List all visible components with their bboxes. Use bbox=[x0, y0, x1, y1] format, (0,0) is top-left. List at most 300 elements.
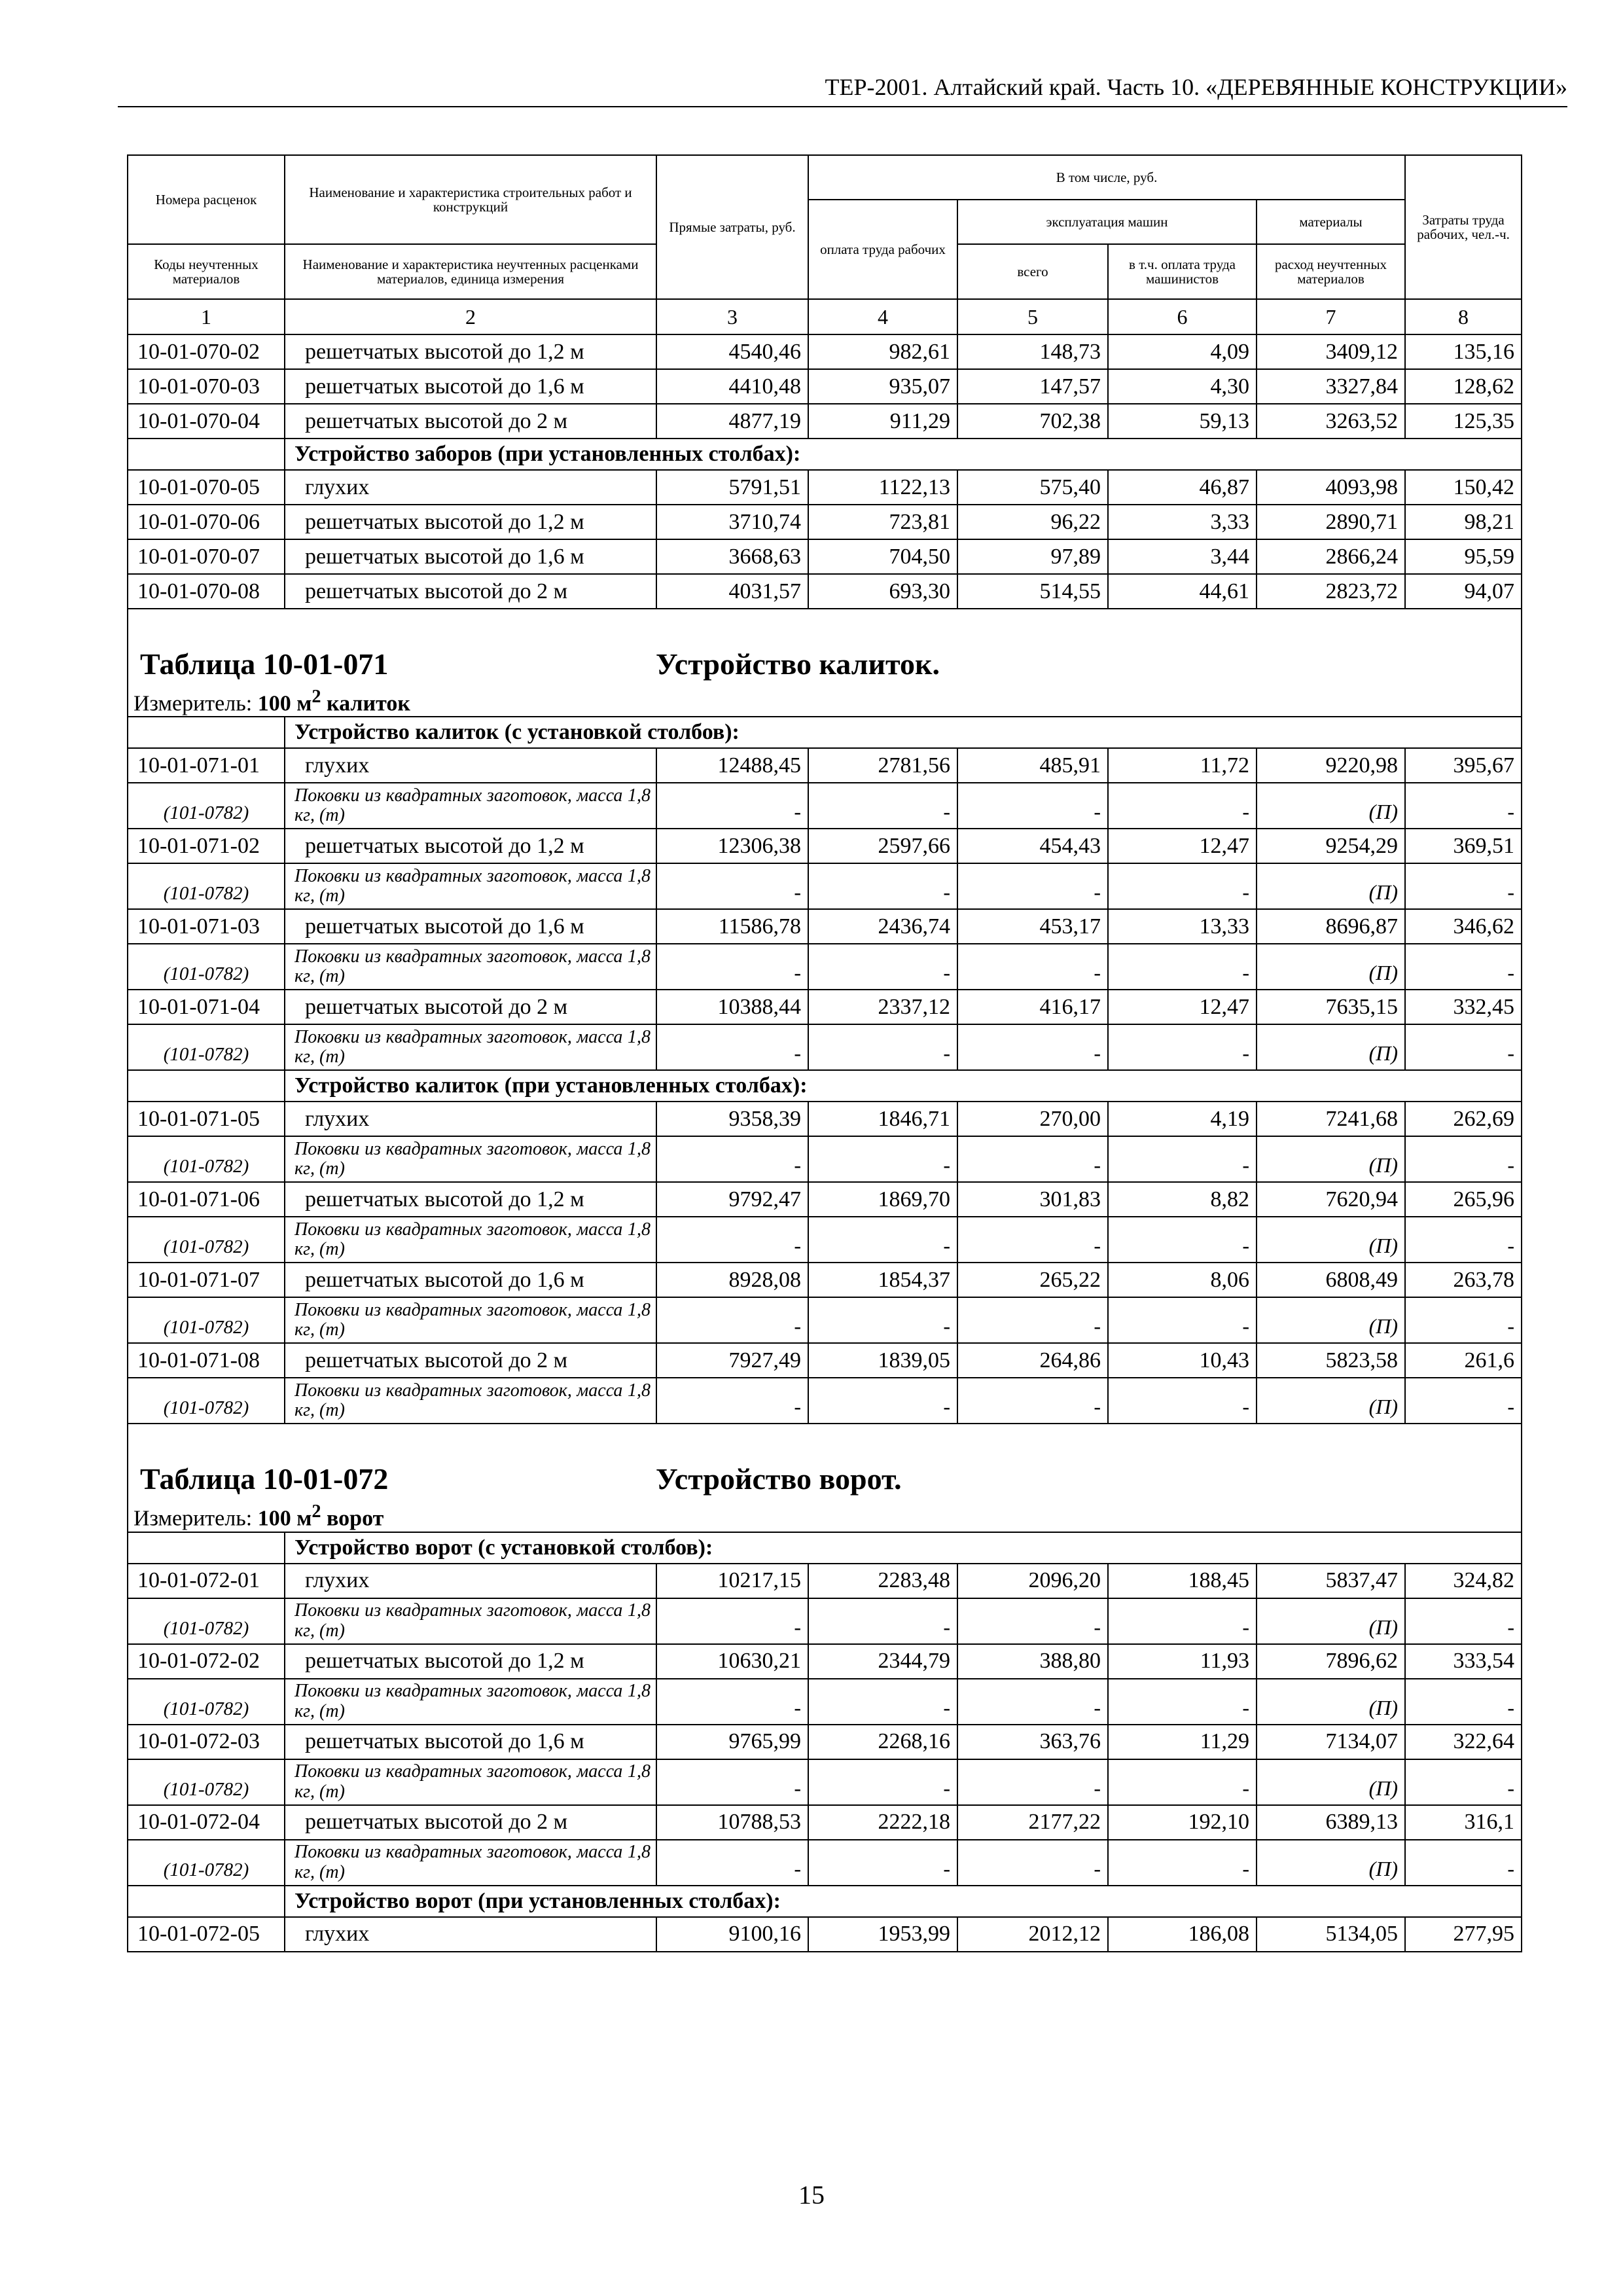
column-number: 8 bbox=[1405, 299, 1522, 334]
value-cell: 5791,51 bbox=[656, 470, 808, 505]
material-value-cell: - bbox=[1405, 944, 1522, 990]
rate-code: 10-01-071-01 bbox=[128, 748, 285, 783]
value-cell: 7635,15 bbox=[1257, 990, 1405, 1024]
material-code: (101-0782) bbox=[128, 1840, 285, 1886]
material-name: Поковки из квадратных заготовок, масса 1,8 кг, (т) bbox=[285, 783, 656, 829]
table-title-cell bbox=[128, 609, 1522, 687]
value-cell: 6808,49 bbox=[1257, 1263, 1405, 1297]
value-cell: 2283,48 bbox=[808, 1564, 957, 1598]
value-cell: 3,44 bbox=[1108, 539, 1257, 574]
material-value-cell: - bbox=[656, 1297, 808, 1343]
material-value-cell: - bbox=[957, 1024, 1108, 1070]
material-value-cell: (П) bbox=[1257, 1598, 1405, 1644]
header-material-codes: Коды неучтенных материалов bbox=[128, 244, 285, 299]
material-value-cell: - bbox=[1405, 783, 1522, 829]
value-cell: 270,00 bbox=[957, 1102, 1108, 1136]
value-cell: 12306,38 bbox=[656, 829, 808, 863]
value-cell: 8,06 bbox=[1108, 1263, 1257, 1297]
value-cell: 363,76 bbox=[957, 1725, 1108, 1759]
material-value-cell: - bbox=[656, 1136, 808, 1182]
value-cell: 723,81 bbox=[808, 505, 957, 539]
material-name: Поковки из квадратных заготовок, масса 1,8 кг, (т) bbox=[285, 1136, 656, 1182]
column-number: 5 bbox=[957, 299, 1108, 334]
value-cell: 1839,05 bbox=[808, 1343, 957, 1378]
material-value-cell: - bbox=[808, 1217, 957, 1263]
material-row bbox=[128, 863, 1522, 909]
table-number: Таблица 10-01-071 bbox=[140, 647, 389, 681]
material-value-cell: - bbox=[1405, 1378, 1522, 1424]
value-cell: 7927,49 bbox=[656, 1343, 808, 1378]
value-cell: 98,21 bbox=[1405, 505, 1522, 539]
section-label: Устройство заборов (при установленных столбах): bbox=[285, 439, 1522, 470]
material-row bbox=[128, 1759, 1522, 1805]
value-cell: 2222,18 bbox=[808, 1805, 957, 1840]
rate-code: 10-01-070-04 bbox=[128, 404, 285, 439]
rate-row bbox=[128, 1102, 1522, 1136]
material-code: (101-0782) bbox=[128, 1598, 285, 1644]
value-cell: 3668,63 bbox=[656, 539, 808, 574]
work-name: глухих bbox=[285, 748, 656, 783]
material-name: Поковки из квадратных заготовок, масса 1,8 кг, (т) bbox=[285, 1024, 656, 1070]
material-value-cell: (П) bbox=[1257, 1378, 1405, 1424]
material-value-cell: - bbox=[656, 1598, 808, 1644]
measure-unit-exponent: 2 bbox=[312, 687, 321, 707]
material-value-cell: - bbox=[808, 1378, 957, 1424]
measure-row bbox=[128, 687, 1522, 717]
rate-row bbox=[128, 470, 1522, 505]
value-cell: 2781,56 bbox=[808, 748, 957, 783]
material-value-cell: - bbox=[1108, 1598, 1257, 1644]
value-cell: 454,43 bbox=[957, 829, 1108, 863]
section-row bbox=[128, 1070, 1522, 1102]
table-header-row-1 bbox=[128, 155, 1522, 200]
material-value-cell: - bbox=[808, 1297, 957, 1343]
value-cell: 7620,94 bbox=[1257, 1182, 1405, 1217]
material-name: Поковки из квадратных заготовок, масса 1,8 кг, (т) bbox=[285, 1378, 656, 1424]
material-value-cell: (П) bbox=[1257, 783, 1405, 829]
header-materials-use: расход неучтенных материалов bbox=[1257, 244, 1405, 299]
section-row bbox=[128, 1532, 1522, 1564]
header-direct-costs: Прямые затраты, руб. bbox=[656, 155, 808, 299]
material-value-cell: - bbox=[957, 944, 1108, 990]
rate-code: 10-01-070-02 bbox=[128, 334, 285, 369]
material-value-cell: - bbox=[656, 944, 808, 990]
value-cell: 485,91 bbox=[957, 748, 1108, 783]
value-cell: 6389,13 bbox=[1257, 1805, 1405, 1840]
value-cell: 4410,48 bbox=[656, 369, 808, 404]
value-cell: 704,50 bbox=[808, 539, 957, 574]
material-value-cell: - bbox=[656, 1378, 808, 1424]
material-value-cell: - bbox=[957, 1840, 1108, 1886]
value-cell: 8,82 bbox=[1108, 1182, 1257, 1217]
work-name: глухих bbox=[285, 470, 656, 505]
value-cell: 12,47 bbox=[1108, 829, 1257, 863]
section-spacer bbox=[128, 1532, 285, 1564]
section-label: Устройство ворот (с установкой столбов): bbox=[285, 1532, 1522, 1564]
value-cell: 9358,39 bbox=[656, 1102, 808, 1136]
material-value-cell: - bbox=[808, 1679, 957, 1725]
header-work-name: Наименование и характеристика строительных работ и конструкций bbox=[285, 155, 656, 244]
section-label: Устройство ворот (при установленных столбах): bbox=[285, 1886, 1522, 1917]
material-value-cell: - bbox=[656, 783, 808, 829]
value-cell: 148,73 bbox=[957, 334, 1108, 369]
value-cell: 911,29 bbox=[808, 404, 957, 439]
value-cell: 2012,12 bbox=[957, 1917, 1108, 1952]
table-title-cell bbox=[128, 1424, 1522, 1501]
value-cell: 9254,29 bbox=[1257, 829, 1405, 863]
value-cell: 4031,57 bbox=[656, 574, 808, 609]
material-code: (101-0782) bbox=[128, 1297, 285, 1343]
material-name: Поковки из квадратных заготовок, масса 1,8 кг, (т) bbox=[285, 863, 656, 909]
rate-code: 10-01-071-03 bbox=[128, 909, 285, 944]
value-cell: 277,95 bbox=[1405, 1917, 1522, 1952]
material-value-cell: (П) bbox=[1257, 1024, 1405, 1070]
material-value-cell: - bbox=[1108, 863, 1257, 909]
material-name: Поковки из квадратных заготовок, масса 1,8 кг, (т) bbox=[285, 1679, 656, 1725]
header-including: В том числе, руб. bbox=[808, 155, 1405, 200]
rates-table bbox=[127, 154, 1522, 1952]
material-code: (101-0782) bbox=[128, 1217, 285, 1263]
material-value-cell: - bbox=[1108, 944, 1257, 990]
material-code: (101-0782) bbox=[128, 1679, 285, 1725]
value-cell: 9765,99 bbox=[656, 1725, 808, 1759]
material-value-cell: - bbox=[1405, 1759, 1522, 1805]
table-body bbox=[128, 155, 1522, 1952]
material-value-cell: - bbox=[957, 1598, 1108, 1644]
value-cell: 147,57 bbox=[957, 369, 1108, 404]
value-cell: 265,22 bbox=[957, 1263, 1108, 1297]
material-value-cell: (П) bbox=[1257, 863, 1405, 909]
work-name: решетчатых высотой до 1,2 м bbox=[285, 829, 656, 863]
section-spacer bbox=[128, 1886, 285, 1917]
header-rule bbox=[118, 106, 1567, 107]
value-cell: 11586,78 bbox=[656, 909, 808, 944]
material-value-cell: - bbox=[1108, 1136, 1257, 1182]
value-cell: 5134,05 bbox=[1257, 1917, 1405, 1952]
material-name: Поковки из квадратных заготовок, масса 1,8 кг, (т) bbox=[285, 1840, 656, 1886]
material-value-cell: (П) bbox=[1257, 1136, 1405, 1182]
material-value-cell: (П) bbox=[1257, 1679, 1405, 1725]
work-name: глухих bbox=[285, 1102, 656, 1136]
header-labor-cost: Затраты труда рабочих, чел.-ч. bbox=[1405, 155, 1522, 299]
value-cell: 10,43 bbox=[1108, 1343, 1257, 1378]
rate-code: 10-01-070-07 bbox=[128, 539, 285, 574]
header-materials: материалы bbox=[1257, 200, 1405, 244]
rate-row bbox=[128, 539, 1522, 574]
rates-table-wrapper bbox=[127, 154, 1521, 1952]
measure-unit: 100 м bbox=[257, 691, 312, 716]
rate-row bbox=[128, 1343, 1522, 1378]
work-name: решетчатых высотой до 1,6 м bbox=[285, 909, 656, 944]
value-cell: 416,17 bbox=[957, 990, 1108, 1024]
material-value-cell: - bbox=[808, 783, 957, 829]
material-value-cell: - bbox=[1405, 1024, 1522, 1070]
material-value-cell: - bbox=[1405, 1679, 1522, 1725]
material-value-cell: (П) bbox=[1257, 1217, 1405, 1263]
rate-code: 10-01-071-06 bbox=[128, 1182, 285, 1217]
section-spacer bbox=[128, 717, 285, 748]
value-cell: 3,33 bbox=[1108, 505, 1257, 539]
table-title-row bbox=[128, 1424, 1522, 1501]
value-cell: 2268,16 bbox=[808, 1725, 957, 1759]
rate-row bbox=[128, 1564, 1522, 1598]
material-value-cell: - bbox=[957, 1297, 1108, 1343]
value-cell: 2177,22 bbox=[957, 1805, 1108, 1840]
work-name: решетчатых высотой до 2 м bbox=[285, 1805, 656, 1840]
work-name: решетчатых высотой до 2 м bbox=[285, 990, 656, 1024]
rate-row bbox=[128, 1644, 1522, 1679]
value-cell: 7896,62 bbox=[1257, 1644, 1405, 1679]
material-value-cell: - bbox=[957, 1217, 1108, 1263]
rate-row bbox=[128, 1805, 1522, 1840]
material-name: Поковки из квадратных заготовок, масса 1,8 кг, (т) bbox=[285, 944, 656, 990]
value-cell: 1122,13 bbox=[808, 470, 957, 505]
rate-code: 10-01-071-02 bbox=[128, 829, 285, 863]
material-value-cell: - bbox=[957, 863, 1108, 909]
rate-code: 10-01-070-08 bbox=[128, 574, 285, 609]
material-value-cell: - bbox=[1405, 863, 1522, 909]
material-value-cell: - bbox=[656, 1759, 808, 1805]
value-cell: 453,17 bbox=[957, 909, 1108, 944]
material-row bbox=[128, 1024, 1522, 1070]
rate-row bbox=[128, 829, 1522, 863]
value-cell: 4540,46 bbox=[656, 334, 808, 369]
value-cell: 3263,52 bbox=[1257, 404, 1405, 439]
material-value-cell: - bbox=[1108, 1679, 1257, 1725]
rate-code: 10-01-070-06 bbox=[128, 505, 285, 539]
value-cell: 2823,72 bbox=[1257, 574, 1405, 609]
page-header: ТЕР-2001. Алтайский край. Часть 10. «ДЕРЕВЯННЫЕ КОНСТРУКЦИИ» bbox=[825, 74, 1567, 100]
header-machines-labor: в т.ч. оплата труда машинистов bbox=[1108, 244, 1257, 299]
section-label: Устройство калиток (при установленных столбах): bbox=[285, 1070, 1522, 1102]
material-value-cell: - bbox=[1405, 1840, 1522, 1886]
value-cell: 316,1 bbox=[1405, 1805, 1522, 1840]
rate-row bbox=[128, 1725, 1522, 1759]
material-value-cell: - bbox=[1108, 783, 1257, 829]
value-cell: 301,83 bbox=[957, 1182, 1108, 1217]
measure-label: Измеритель: bbox=[134, 1506, 258, 1531]
material-value-cell: - bbox=[808, 1136, 957, 1182]
value-cell: 388,80 bbox=[957, 1644, 1108, 1679]
work-name: решетчатых высотой до 1,2 м bbox=[285, 1644, 656, 1679]
value-cell: 125,35 bbox=[1405, 404, 1522, 439]
rate-row bbox=[128, 369, 1522, 404]
material-value-cell: - bbox=[1405, 1217, 1522, 1263]
material-value-cell: - bbox=[1405, 1598, 1522, 1644]
value-cell: 2096,20 bbox=[957, 1564, 1108, 1598]
value-cell: 9220,98 bbox=[1257, 748, 1405, 783]
value-cell: 10788,53 bbox=[656, 1805, 808, 1840]
value-cell: 97,89 bbox=[957, 539, 1108, 574]
measure-cell bbox=[128, 1501, 1522, 1532]
value-cell: 7134,07 bbox=[1257, 1725, 1405, 1759]
work-name: глухих bbox=[285, 1917, 656, 1952]
rate-row bbox=[128, 1917, 1522, 1952]
material-value-cell: - bbox=[656, 1024, 808, 1070]
material-value-cell: - bbox=[957, 1136, 1108, 1182]
header-material-names: Наименование и характеристика неучтенных расценками материалов, единица измерения bbox=[285, 244, 656, 299]
material-value-cell: (П) bbox=[1257, 1297, 1405, 1343]
table-description: Устройство ворот. bbox=[656, 1462, 902, 1496]
material-row bbox=[128, 944, 1522, 990]
rate-code: 10-01-070-05 bbox=[128, 470, 285, 505]
rate-code: 10-01-070-03 bbox=[128, 369, 285, 404]
work-name: решетчатых высотой до 1,2 м bbox=[285, 505, 656, 539]
value-cell: 2866,24 bbox=[1257, 539, 1405, 574]
material-name: Поковки из квадратных заготовок, масса 1,8 кг, (т) bbox=[285, 1297, 656, 1343]
material-code: (101-0782) bbox=[128, 863, 285, 909]
rate-code: 10-01-072-01 bbox=[128, 1564, 285, 1598]
value-cell: 96,22 bbox=[957, 505, 1108, 539]
value-cell: 982,61 bbox=[808, 334, 957, 369]
value-cell: 2436,74 bbox=[808, 909, 957, 944]
work-name: решетчатых высотой до 1,2 м bbox=[285, 1182, 656, 1217]
value-cell: 935,07 bbox=[808, 369, 957, 404]
table-description: Устройство калиток. bbox=[656, 647, 940, 681]
value-cell: 262,69 bbox=[1405, 1102, 1522, 1136]
rate-code: 10-01-071-05 bbox=[128, 1102, 285, 1136]
column-number: 3 bbox=[656, 299, 808, 334]
value-cell: 192,10 bbox=[1108, 1805, 1257, 1840]
work-name: решетчатых высотой до 1,6 м bbox=[285, 539, 656, 574]
rate-row bbox=[128, 1263, 1522, 1297]
material-row bbox=[128, 783, 1522, 829]
section-row bbox=[128, 439, 1522, 470]
material-value-cell: - bbox=[1108, 1759, 1257, 1805]
value-cell: 514,55 bbox=[957, 574, 1108, 609]
column-number: 4 bbox=[808, 299, 957, 334]
section-label: Устройство калиток (с установкой столбов): bbox=[285, 717, 1522, 748]
measure-label: Измеритель: bbox=[134, 691, 258, 716]
value-cell: 4,19 bbox=[1108, 1102, 1257, 1136]
value-cell: 188,45 bbox=[1108, 1564, 1257, 1598]
value-cell: 322,64 bbox=[1405, 1725, 1522, 1759]
value-cell: 7241,68 bbox=[1257, 1102, 1405, 1136]
header-machines: эксплуатация машин bbox=[957, 200, 1257, 244]
value-cell: 369,51 bbox=[1405, 829, 1522, 863]
rate-code: 10-01-072-04 bbox=[128, 1805, 285, 1840]
material-value-cell: - bbox=[808, 1759, 957, 1805]
value-cell: 333,54 bbox=[1405, 1644, 1522, 1679]
rate-row bbox=[128, 404, 1522, 439]
material-name: Поковки из квадратных заготовок, масса 1,8 кг, (т) bbox=[285, 1598, 656, 1644]
value-cell: 11,93 bbox=[1108, 1644, 1257, 1679]
material-value-cell: - bbox=[808, 1598, 957, 1644]
material-value-cell: - bbox=[1405, 1297, 1522, 1343]
value-cell: 261,6 bbox=[1405, 1343, 1522, 1378]
value-cell: 1953,99 bbox=[808, 1917, 957, 1952]
rate-row bbox=[128, 990, 1522, 1024]
value-cell: 5837,47 bbox=[1257, 1564, 1405, 1598]
work-name: решетчатых высотой до 2 м bbox=[285, 1343, 656, 1378]
measure-unit: 100 м bbox=[257, 1506, 312, 1531]
material-value-cell: - bbox=[1108, 1378, 1257, 1424]
column-number: 6 bbox=[1108, 299, 1257, 334]
material-value-cell: - bbox=[656, 1679, 808, 1725]
rate-row bbox=[128, 574, 1522, 609]
rate-code: 10-01-071-04 bbox=[128, 990, 285, 1024]
value-cell: 4877,19 bbox=[656, 404, 808, 439]
value-cell: 10217,15 bbox=[656, 1564, 808, 1598]
material-code: (101-0782) bbox=[128, 1378, 285, 1424]
value-cell: 186,08 bbox=[1108, 1917, 1257, 1952]
material-value-cell: - bbox=[1108, 1024, 1257, 1070]
value-cell: 9792,47 bbox=[656, 1182, 808, 1217]
value-cell: 59,13 bbox=[1108, 404, 1257, 439]
material-row bbox=[128, 1136, 1522, 1182]
value-cell: 9100,16 bbox=[656, 1917, 808, 1952]
value-cell: 44,61 bbox=[1108, 574, 1257, 609]
work-name: глухих bbox=[285, 1564, 656, 1598]
rate-row bbox=[128, 505, 1522, 539]
value-cell: 94,07 bbox=[1405, 574, 1522, 609]
material-value-cell: - bbox=[808, 1024, 957, 1070]
value-cell: 575,40 bbox=[957, 470, 1108, 505]
table-column-numbers bbox=[128, 299, 1522, 334]
value-cell: 8928,08 bbox=[656, 1263, 808, 1297]
material-value-cell: - bbox=[808, 944, 957, 990]
measure-cell bbox=[128, 687, 1522, 717]
material-code: (101-0782) bbox=[128, 1136, 285, 1182]
work-name: решетчатых высотой до 1,6 м bbox=[285, 1725, 656, 1759]
material-code: (101-0782) bbox=[128, 1024, 285, 1070]
value-cell: 10630,21 bbox=[656, 1644, 808, 1679]
rate-code: 10-01-072-03 bbox=[128, 1725, 285, 1759]
value-cell: 346,62 bbox=[1405, 909, 1522, 944]
value-cell: 332,45 bbox=[1405, 990, 1522, 1024]
value-cell: 324,82 bbox=[1405, 1564, 1522, 1598]
section-spacer bbox=[128, 1070, 285, 1102]
rate-row bbox=[128, 334, 1522, 369]
value-cell: 11,29 bbox=[1108, 1725, 1257, 1759]
material-row bbox=[128, 1679, 1522, 1725]
value-cell: 12,47 bbox=[1108, 990, 1257, 1024]
value-cell: 4,30 bbox=[1108, 369, 1257, 404]
material-row bbox=[128, 1598, 1522, 1644]
rate-code: 10-01-071-08 bbox=[128, 1343, 285, 1378]
value-cell: 693,30 bbox=[808, 574, 957, 609]
header-machines-total: всего bbox=[957, 244, 1108, 299]
column-number: 7 bbox=[1257, 299, 1405, 334]
material-row bbox=[128, 1297, 1522, 1343]
rate-code: 10-01-072-05 bbox=[128, 1917, 285, 1952]
value-cell: 263,78 bbox=[1405, 1263, 1522, 1297]
value-cell: 2890,71 bbox=[1257, 505, 1405, 539]
rate-row bbox=[128, 1182, 1522, 1217]
material-value-cell: - bbox=[656, 1840, 808, 1886]
material-value-cell: (П) bbox=[1257, 1759, 1405, 1805]
material-name: Поковки из квадратных заготовок, масса 1,8 кг, (т) bbox=[285, 1759, 656, 1805]
work-name: решетчатых высотой до 1,2 м bbox=[285, 334, 656, 369]
value-cell: 265,96 bbox=[1405, 1182, 1522, 1217]
value-cell: 128,62 bbox=[1405, 369, 1522, 404]
work-name: решетчатых высотой до 2 м bbox=[285, 404, 656, 439]
measure-object: ворот bbox=[321, 1506, 384, 1531]
value-cell: 10388,44 bbox=[656, 990, 808, 1024]
work-name: решетчатых высотой до 1,6 м bbox=[285, 1263, 656, 1297]
value-cell: 135,16 bbox=[1405, 334, 1522, 369]
value-cell: 4093,98 bbox=[1257, 470, 1405, 505]
measure-object: калиток bbox=[321, 691, 410, 716]
value-cell: 8696,87 bbox=[1257, 909, 1405, 944]
value-cell: 150,42 bbox=[1405, 470, 1522, 505]
value-cell: 3327,84 bbox=[1257, 369, 1405, 404]
value-cell: 1869,70 bbox=[808, 1182, 957, 1217]
material-value-cell: - bbox=[957, 1378, 1108, 1424]
column-number: 1 bbox=[128, 299, 285, 334]
material-value-cell: - bbox=[957, 1679, 1108, 1725]
work-name: решетчатых высотой до 1,6 м bbox=[285, 369, 656, 404]
